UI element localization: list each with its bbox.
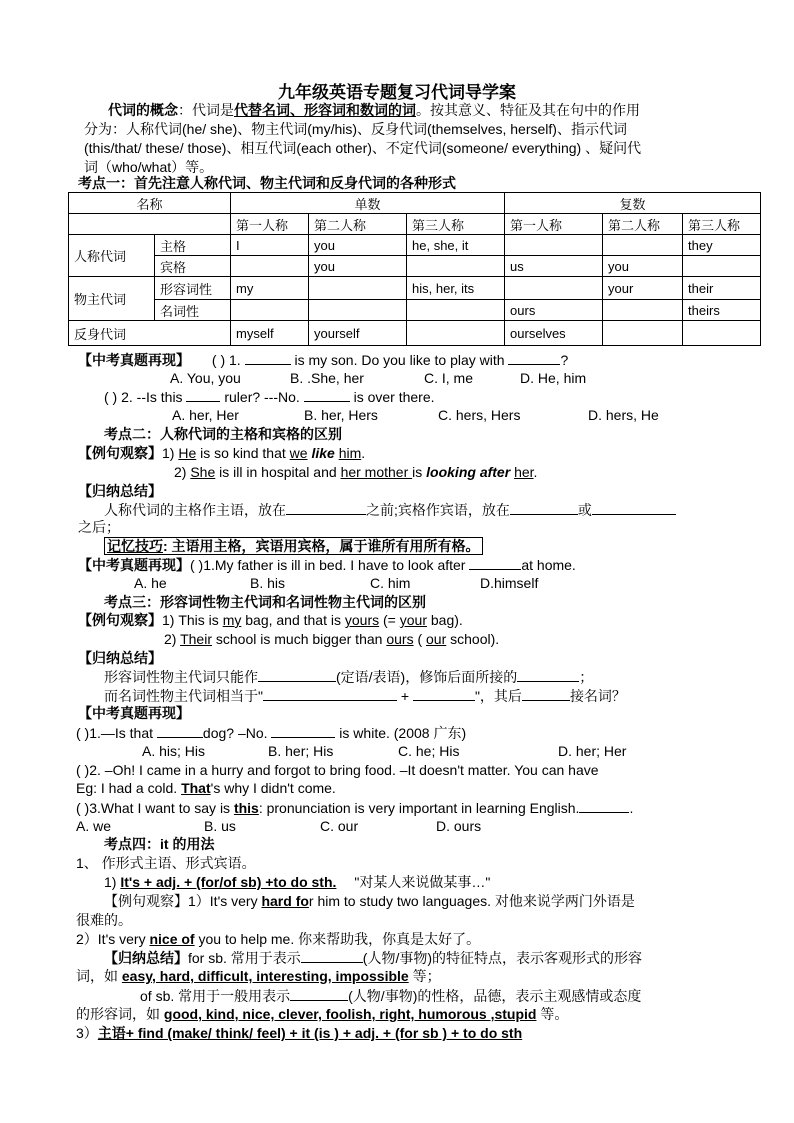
answer-blank[interactable] (510, 500, 578, 515)
exam-label: 【中考真题再现】 (78, 557, 190, 573)
summary-label: 【归纳总结】 (104, 950, 188, 966)
exam-1-q2-option: C. hers, Hers (438, 407, 521, 423)
table-cell: you (603, 256, 683, 277)
answer-blank[interactable] (245, 350, 291, 365)
header-single: 单数 (231, 193, 505, 214)
header-p1-plural: 第一人称 (505, 214, 603, 235)
row-noun: 名词性 (155, 300, 231, 321)
table-cell: he, she, it (407, 235, 505, 256)
table-cell (505, 277, 603, 300)
exam-1-q1: 【中考真题再现】 ( ) 1. is my son. Do you like to play with ? (78, 352, 569, 368)
table-cell: ourselves (505, 321, 603, 346)
table-cell: I (231, 235, 309, 256)
table-cell (231, 300, 309, 321)
answer-blank[interactable] (522, 686, 570, 701)
table-cell (683, 321, 761, 346)
exam-label: 【中考真题再现】 (78, 705, 190, 721)
table-cell (231, 256, 309, 277)
exam-1-q1-option: D. He, him (520, 370, 587, 386)
summary-3-line-1: 形容词性物主代词只能作 (定语/表语)，修饰后面所接的 ； (104, 669, 594, 685)
exam-3-q3: ( )3.What I want to say is this: pronunciation is very important in learning English. . (76, 800, 634, 816)
exam-3-q1-option: B. her; His (268, 743, 334, 759)
it-summary-3: of sb. 常用于一般用表示 (人物/事物)的性格，品德，表示主观感情或态度 (140, 988, 642, 1004)
it-summary-2: 词，如 easy, hard, difficult, interesting, impossible 等； (76, 968, 441, 984)
memory-tip: 记忆技巧: 主语用主格，宾语用宾格，属于谁所有用所有格。 (104, 537, 483, 556)
intro-line-2: 分为：人称代词(he/ she)、物主代词(my/his)、反身代词(themselves, herself)、指示代词 (84, 121, 627, 137)
table-cell (407, 321, 505, 346)
table-cell: you (309, 256, 407, 277)
answer-blank[interactable] (579, 798, 629, 813)
table-cell: your (603, 277, 683, 300)
point-1-heading: 考点一：首先注意人称代词、物主代词和反身代词的各种形式 (78, 175, 456, 191)
table-cell (603, 321, 683, 346)
row-subj: 主格 (155, 235, 231, 256)
table-cell (505, 235, 603, 256)
answer-blank[interactable] (263, 686, 397, 701)
intro-line-1: 代词的概念：代词是代替名词、形容词和数词的词。按其意义、特征及其在句中的作用 (108, 102, 640, 118)
exam-3-q1-option: C. he; His (398, 743, 460, 759)
answer-blank[interactable] (592, 500, 676, 515)
summary-2-line-2: 之后； (78, 519, 120, 535)
it-formula-1: 1) It's + adj. + (for/of sb) +to do sth. "对某人来说做某事…" (104, 874, 491, 890)
exam-1-q2-option: A. her, Her (172, 407, 239, 423)
header-p3-plural: 第三人称 (683, 214, 761, 235)
example-3-line-2: 2) Their school is much bigger than ours ( our school). (164, 631, 500, 647)
row-possessive: 物主代词 (69, 277, 155, 321)
exam-2-option: B. his (250, 575, 286, 591)
table-cell: they (683, 235, 761, 256)
exam-2-question: 【中考真题再现】( )1.My father is ill in bed. I have to look after at home. (78, 557, 576, 573)
example-label: 【例句观察】 (78, 612, 162, 628)
point-3-heading: 考点三：形容词性物主代词和名词性物主代词的区别 (104, 594, 426, 610)
table-cell (407, 256, 505, 277)
header-p1-single: 第一人称 (231, 214, 309, 235)
exam-1-q1-option: C. I, me (424, 370, 474, 386)
table-cell: yourself (309, 321, 407, 346)
exam-1-q2-option: D. hers, He (588, 407, 659, 423)
table-cell: myself (231, 321, 309, 346)
exam-3-q3-option: A. we (76, 818, 112, 834)
table-cell: his, her, its (407, 277, 505, 300)
summary-label: 【归纳总结】 (78, 483, 162, 499)
header-p2-single: 第二人称 (309, 214, 407, 235)
it-example-1: 【例句观察】1）It's very hard for him to study two languages. 对他来说学两门外语是 (104, 893, 635, 909)
answer-blank[interactable] (469, 555, 521, 570)
pronoun-table (68, 192, 761, 346)
header-plural: 复数 (505, 193, 761, 214)
exam-3-q1-option: D. her; Her (558, 743, 627, 759)
table-cell: you (309, 235, 407, 256)
tip-label: 记忆技巧 (107, 538, 163, 554)
it-summary-1: 【归纳总结】for sb. 常用于表示 (人物/事物)的特征特点，表示客观形式的形容 (104, 950, 643, 966)
it-example-2: 2）It's very nice of you to help me. 你来帮助我，你真是太好了。 (76, 931, 481, 947)
example-2-line-1: 【例句观察】1) He is so kind that we like him. (78, 445, 366, 461)
row-reflexive: 反身代词 (69, 321, 231, 346)
answer-blank[interactable] (271, 723, 335, 738)
exam-3-q1: ( )1.—Is that dog? –No. is white. (2008 广东) (76, 725, 467, 741)
it-summary-4: 的形容词，如 good, kind, nice, clever, foolish, right, humorous ,stupid 等。 (76, 1006, 569, 1022)
row-adj: 形容词性 (155, 277, 231, 300)
summary-2-line-1: 人称代词的主格作主语，放在 之前;宾格作宾语，放在 或 (104, 500, 676, 520)
answer-blank[interactable] (413, 686, 475, 701)
answer-blank[interactable] (508, 350, 560, 365)
exam-3-q2-line-2: Eg: I had a cold. That's why I didn't come. (76, 780, 336, 796)
point-2-heading: 考点二：人称代词的主格和宾格的区别 (104, 426, 342, 442)
table-cell (309, 277, 407, 300)
it-formula-3: 3）主语+ find (make/ think/ feel) + it (is ) + adj. + (for sb ) + to do sth (76, 1025, 523, 1041)
intro-line-4: 词（who/what）等。 (84, 159, 214, 175)
table-cell (683, 256, 761, 277)
point-4-heading: 考点四：it 的用法 (104, 836, 215, 852)
concept-key: 代替名词、形容词和数词的词 (234, 102, 416, 118)
answer-blank[interactable] (157, 723, 203, 738)
summary-3-line-2: 而名词性物主代词相当于" + "，其后 接名词？ (104, 688, 626, 704)
table-cell (603, 235, 683, 256)
table-cell: theirs (683, 300, 761, 321)
table-cell: their (683, 277, 761, 300)
exam-2-option: A. he (134, 575, 167, 591)
answer-blank[interactable] (517, 667, 579, 682)
intro-line-3: (this/that/ these/ those)、相互代词(each other)、不定代词(someone/ everything) 、疑问代 (84, 140, 642, 156)
page-title: 九年级英语专题复习代词导学案 (278, 83, 516, 103)
exam-3-q3-option: C. our (320, 818, 359, 834)
table-cell (603, 300, 683, 321)
exam-3-q3-option: D. ours (436, 818, 482, 834)
it-example-1-cont: 很难的。 (76, 912, 132, 928)
table-cell (407, 300, 505, 321)
table-cell (309, 300, 407, 321)
answer-blank[interactable] (286, 500, 366, 515)
exam-1-q2: ( ) 2. --Is this ruler? ---No. is over there. (104, 389, 435, 405)
answer-blank[interactable] (290, 986, 348, 1001)
example-3-line-1: 【例句观察】1) This is my bag, and that is yours (= your bag). (78, 612, 463, 628)
exam-3-q1-option: A. his; His (142, 743, 206, 759)
exam-1-q1-option: A. You, you (170, 370, 241, 386)
example-label: 【例句观察】 (78, 445, 162, 461)
example-2-line-2: 2) She is ill in hospital and her mother is looking after her. (174, 464, 538, 480)
exam-2-option: C. him (370, 575, 411, 591)
exam-3-q2-line-1: ( )2. –Oh! I came in a hurry and forgot to bring food. –It doesn't matter. You can have (76, 762, 599, 778)
answer-blank[interactable] (304, 387, 350, 402)
header-p2-plural: 第二人称 (603, 214, 683, 235)
row-personal: 人称代词 (69, 235, 155, 277)
table-cell: my (231, 277, 309, 300)
table-cell: ours (505, 300, 603, 321)
exam-1-q1-option: B. .She, her (290, 370, 364, 386)
concept-label: 代词的概念 (108, 102, 178, 118)
header-p3-single: 第三人称 (407, 214, 505, 235)
answer-blank[interactable] (301, 948, 363, 963)
header-name: 名称 (69, 193, 231, 214)
exam-3-q3-option: B. us (204, 818, 236, 834)
row-obj: 宾格 (155, 256, 231, 277)
exam-2-option: D.himself (480, 575, 539, 591)
answer-blank[interactable] (258, 667, 336, 682)
answer-blank[interactable] (186, 387, 220, 402)
it-heading-1: 1、 作形式主语、形式宾语。 (76, 855, 256, 871)
exam-label: 【中考真题再现】 (78, 352, 190, 368)
table-cell: us (505, 256, 603, 277)
summary-label: 【归纳总结】 (78, 650, 162, 666)
exam-1-q2-option: B. her, Hers (304, 407, 378, 423)
